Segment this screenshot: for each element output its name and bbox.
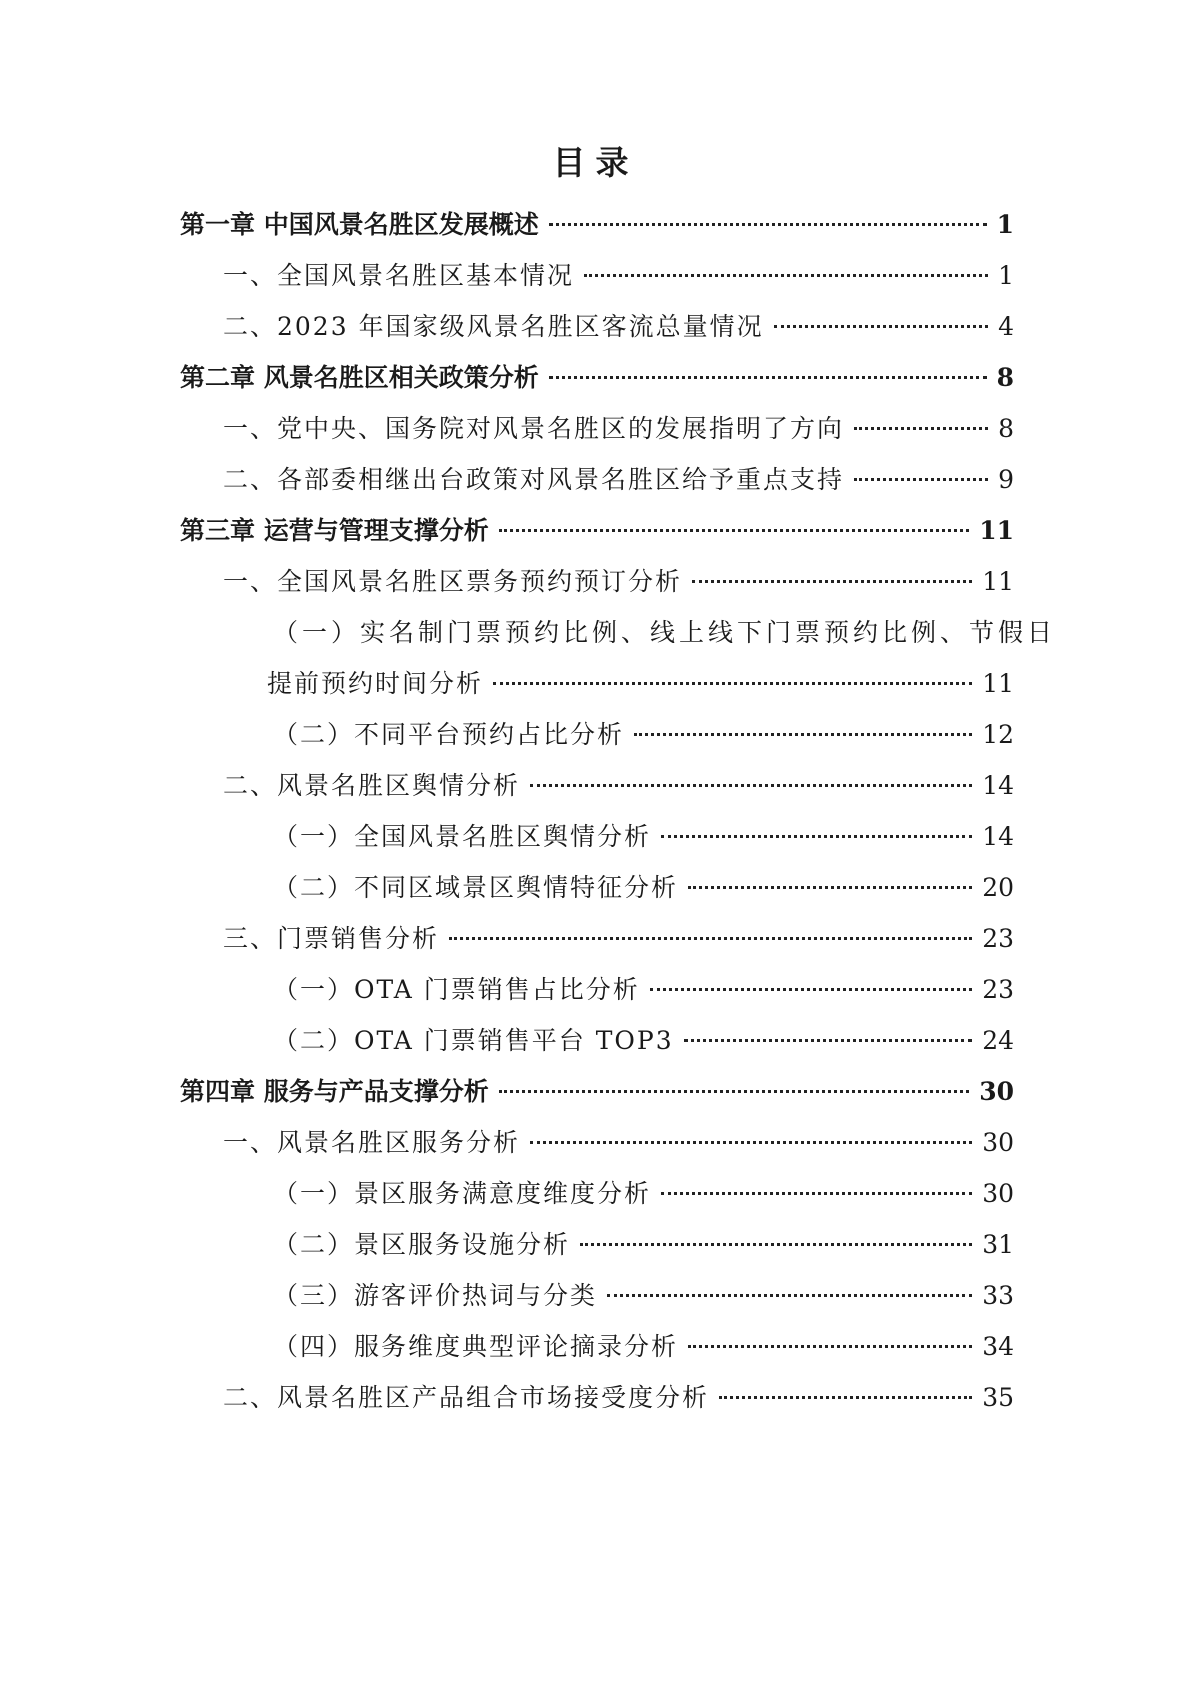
dot-leader [549, 376, 987, 379]
toc-page-number: 9 [998, 465, 1014, 494]
toc-page-number: 12 [982, 720, 1014, 749]
dot-leader [580, 1243, 972, 1246]
toc-page-number: 33 [982, 1281, 1014, 1310]
dot-leader [530, 784, 972, 787]
toc-entry-label: （四）服务维度典型评论摘录分析 [273, 1332, 679, 1361]
dot-leader [854, 478, 988, 481]
toc-page-number: 23 [982, 924, 1014, 953]
dot-leader [449, 937, 972, 940]
toc-entry-subsection[interactable] [273, 870, 1014, 906]
toc-page-number: 1 [996, 210, 1014, 239]
toc-entry-label: 第二章 风景名胜区相关政策分析 [180, 363, 539, 392]
toc-page-number: 30 [982, 1128, 1014, 1157]
dot-leader [688, 1345, 972, 1348]
toc-entry-section[interactable] [223, 258, 1014, 294]
toc-page-number: 30 [979, 1077, 1014, 1106]
toc-page-number: 34 [982, 1332, 1014, 1361]
dot-leader [854, 427, 988, 430]
toc-page-number: 8 [998, 414, 1014, 443]
toc-page-number: 11 [979, 516, 1014, 545]
toc-entry-section[interactable] [223, 768, 1014, 804]
toc-entry-section[interactable] [223, 1125, 1014, 1161]
toc-entry-subsection[interactable] [273, 1278, 1014, 1314]
dot-leader [499, 529, 969, 532]
dot-leader [584, 274, 988, 277]
toc-entry-section[interactable] [223, 411, 1014, 447]
toc-entry-subsection[interactable] [267, 666, 1014, 702]
dot-leader [530, 1141, 972, 1144]
dot-leader [774, 325, 989, 328]
toc-entry-label: 二、风景名胜区舆情分析 [223, 771, 521, 800]
toc-page-number: 4 [998, 312, 1014, 341]
toc-entry-chapter-2[interactable] [180, 360, 1014, 396]
toc-entry-label: （二）不同平台预约占比分析 [273, 720, 625, 749]
toc-page-number: 24 [982, 1026, 1014, 1055]
dot-leader [634, 733, 972, 736]
toc-page-number: 11 [982, 567, 1014, 596]
toc-entry-chapter-1[interactable] [180, 207, 1014, 243]
toc-entry-label: （二）景区服务设施分析 [273, 1230, 571, 1259]
toc-page-number: 35 [982, 1383, 1014, 1412]
toc-page-number: 30 [982, 1179, 1014, 1208]
toc-entry-section[interactable] [223, 1380, 1014, 1416]
toc-entry-subsection[interactable] [273, 1329, 1014, 1365]
toc-entry-label: 一、全国风景名胜区票务预约预订分析 [223, 567, 683, 596]
toc-entry-chapter-4[interactable] [180, 1074, 1014, 1110]
toc-page-number: 14 [982, 822, 1014, 851]
toc-entry-label: 第三章 运营与管理支撑分析 [180, 516, 489, 545]
toc-page-number: 20 [982, 873, 1014, 902]
dot-leader [661, 1192, 972, 1195]
toc-entry-label: 提前预约时间分析 [267, 669, 484, 698]
toc-entry-label: 三、门票销售分析 [223, 924, 440, 953]
toc-entry-label: 一、党中央、国务院对风景名胜区的发展指明了方向 [223, 414, 845, 443]
toc-entry-subsection[interactable] [273, 1023, 1014, 1059]
toc-entry-label: 二、2023 年国家级风景名胜区客流总量情况 [223, 312, 764, 341]
toc-entry-chapter-3[interactable] [180, 513, 1014, 549]
toc-entry-label: 二、风景名胜区产品组合市场接受度分析 [223, 1383, 710, 1412]
dot-leader [661, 835, 972, 838]
toc-entry-section[interactable] [223, 462, 1014, 498]
toc-entry-subsection[interactable] [273, 1227, 1014, 1263]
toc-entry-label: （三）游客评价热词与分类 [273, 1281, 598, 1310]
toc-page-number: 8 [996, 363, 1014, 392]
dot-leader [493, 682, 972, 685]
dot-leader [688, 886, 972, 889]
toc-page-number: 23 [982, 975, 1014, 1004]
toc-entry-label: （一）OTA 门票销售占比分析 [273, 975, 640, 1004]
toc-page-number: 14 [982, 771, 1014, 800]
dot-leader [719, 1396, 972, 1399]
toc-entry-label: 二、各部委相继出台政策对风景名胜区给予重点支持 [223, 465, 845, 494]
toc-entry-subsection[interactable] [273, 717, 1014, 753]
toc-entry-section[interactable] [223, 564, 1014, 600]
toc-entry-subsection[interactable] [273, 972, 1014, 1008]
dot-leader [650, 988, 972, 991]
toc-entry-label: 第一章 中国风景名胜区发展概述 [180, 210, 539, 239]
dot-leader [499, 1090, 969, 1093]
toc-entry-label: 一、全国风景名胜区基本情况 [223, 261, 575, 290]
toc-entry-label: （二）不同区域景区舆情特征分析 [273, 873, 679, 902]
toc-page-number: 11 [982, 669, 1014, 698]
toc-entry-label: （一）景区服务满意度维度分析 [273, 1179, 652, 1208]
toc-entry-section[interactable] [223, 309, 1014, 345]
toc-entry-subsection[interactable] [273, 1176, 1014, 1212]
dot-leader [684, 1039, 973, 1042]
toc-entry-label: 第四章 服务与产品支撑分析 [180, 1077, 489, 1106]
toc-page-number: 1 [998, 261, 1014, 290]
toc-entry-section[interactable] [223, 921, 1014, 957]
toc-entry-label: （一）全国风景名胜区舆情分析 [273, 822, 652, 851]
dot-leader [607, 1294, 972, 1297]
toc-page-number: 31 [982, 1230, 1014, 1259]
toc-entry-label-first-line[interactable]: （一）实名制门票预约比例、线上线下门票预约比例、节假日 [273, 618, 1057, 647]
toc-entry-label: （二）OTA 门票销售平台 TOP3 [273, 1026, 674, 1055]
toc-entry-label: 一、风景名胜区服务分析 [223, 1128, 521, 1157]
dot-leader [692, 580, 972, 583]
dot-leader [549, 223, 987, 226]
toc-entry-subsection[interactable] [273, 819, 1014, 855]
toc-title: 目录 [552, 143, 639, 182]
